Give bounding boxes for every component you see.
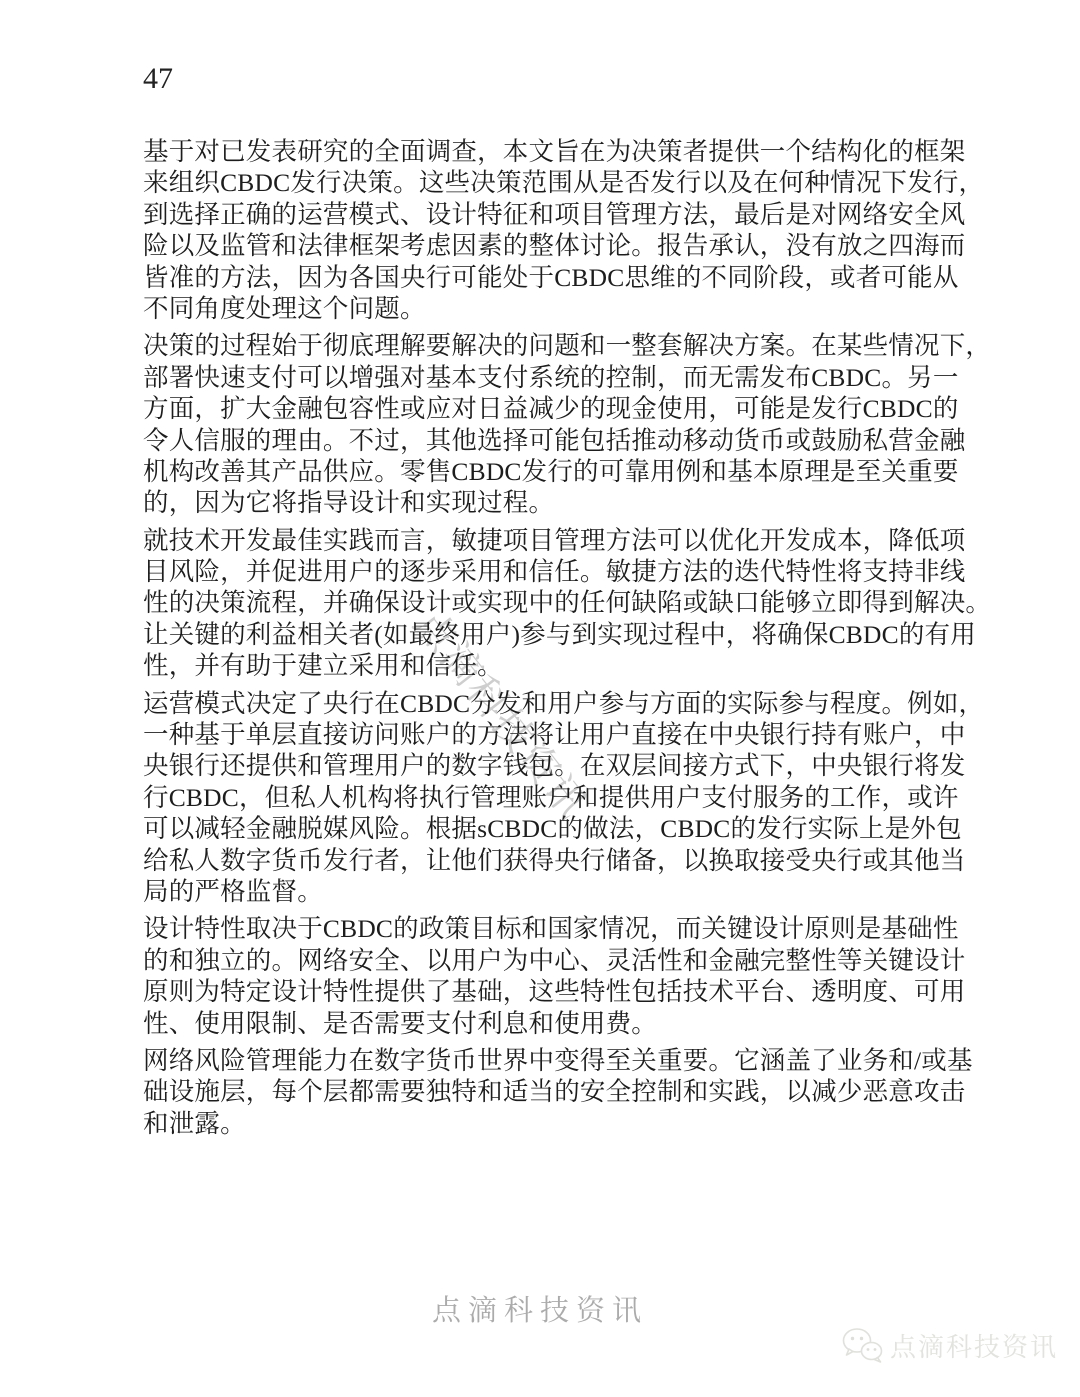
text-line: 设计特性取决于CBDC的政策目标和国家情况，而关键设计原则是基础性 [143,914,959,944]
text-line: 基于对已发表研究的全面调查，本文旨在为决策者提供一个结构化的框架 [143,137,966,166]
document-body [143,136,992,1145]
brand-label: 点滴科技资讯 [890,1332,1059,1362]
text-line: 的，因为它将指导设计和实现过程。 [143,488,555,518]
text-line: 就技术开发最佳实践而言，敏捷项目管理方法可以优化开发成本，降低项 [143,525,966,555]
text-line: 原则为特定设计特性提供了基础，这些特性包括技术平台、透明度、可用 [143,977,966,1007]
wechat-icon [840,1326,884,1364]
text-line: 机构改善其产品供应。零售CBDC发行的可靠用例和基本原理是至关重要 [143,456,959,486]
paragraph [143,913,971,1039]
text-line: 行CBDC，但私人机构将执行管理账户和提供用户支付服务的工作，或许 [143,782,959,812]
text-line: 险以及监管和法律框架考虑因素的整体讨论。报告承认，没有放之四海而 [143,231,966,261]
paragraph [143,1045,971,1139]
diagonal-watermark: 点滴科技资讯 [405,601,597,828]
footer-watermark: 点滴科技资讯 [431,1295,648,1327]
text-line: 不同角度处理这个问题。 [143,293,426,323]
text-line: 到选择正确的运营模式、设计特征和项目管理方法，最后是对网络安全风 [143,199,966,229]
paragraph [143,330,992,518]
brand-badge [840,1326,1058,1364]
text-line: 网络风险管理能力在数字货币世界中变得至关重要。它涵盖了业务和/或基 [143,1045,973,1075]
text-line: 一种基于单层直接访问账户的方法将让用户直接在中央银行持有账户，中 [143,720,966,750]
paragraph [143,688,985,908]
text-line: 性、使用限制、是否需要支付利息和使用费。 [143,1008,658,1038]
text-line: 可以减轻金融脱媒风险。根据sCBDC的做法，CBDC的发行实际上是外包 [143,814,962,844]
text-line: 局的严格监督。 [143,876,323,906]
paragraph [143,525,992,682]
text-line: 性，并有助于建立采用和信任。 [143,651,503,681]
text-line: 运营模式决定了央行在CBDC分发和用户参与方面的实际参与程度。例如， [143,688,985,718]
text-line: 来组织CBDC发行决策。这些决策范围从是否发行以及在何种情况下发行， [143,168,985,198]
text-line: 部署快速支付可以增强对基本支付系统的控制，而无需发布CBDC。另一 [143,362,959,392]
paragraph [143,136,985,324]
text-line: 皆准的方法，因为各国央行可能处于CBDC思维的不同阶段，或者可能从 [143,262,959,292]
text-line: 令人信服的理由。不过，其他选择可能包括推动移动货币或鼓励私营金融 [143,425,966,455]
text-line: 让关键的利益相关者(如最终用户)参与到实现过程中，将确保CBDC的有用 [143,619,976,649]
page-number: 47 [143,62,173,95]
text-line: 的和独立的。网络安全、以用户为中心、灵活性和金融完整性等关键设计 [143,945,966,975]
text-line: 决策的过程始于彻底理解要解决的问题和一整套解决方案。在某些情况下， [143,331,992,361]
text-line: 础设施层，每个层都需要独特和适当的安全控制和实践，以减少恶意攻击 [143,1077,966,1107]
text-line: 央银行还提供和管理用户的数字钱包。在双层间接方式下，中央银行将发 [143,751,966,781]
text-line: 目风险，并促进用户的逐步采用和信任。敏捷方法的迭代特性将支持非线 [143,557,966,587]
text-line: 性的决策流程，并确保设计或实现中的任何缺陷或缺口能够立即得到解决。 [143,588,992,618]
text-line: 方面，扩大金融包容性或应对日益减少的现金使用，可能是发行CBDC的 [143,394,959,424]
text-line: 和泄露。 [143,1108,246,1138]
text-line: 给私人数字货币发行者，让他们获得央行储备，以换取接受央行或其他当 [143,845,966,875]
